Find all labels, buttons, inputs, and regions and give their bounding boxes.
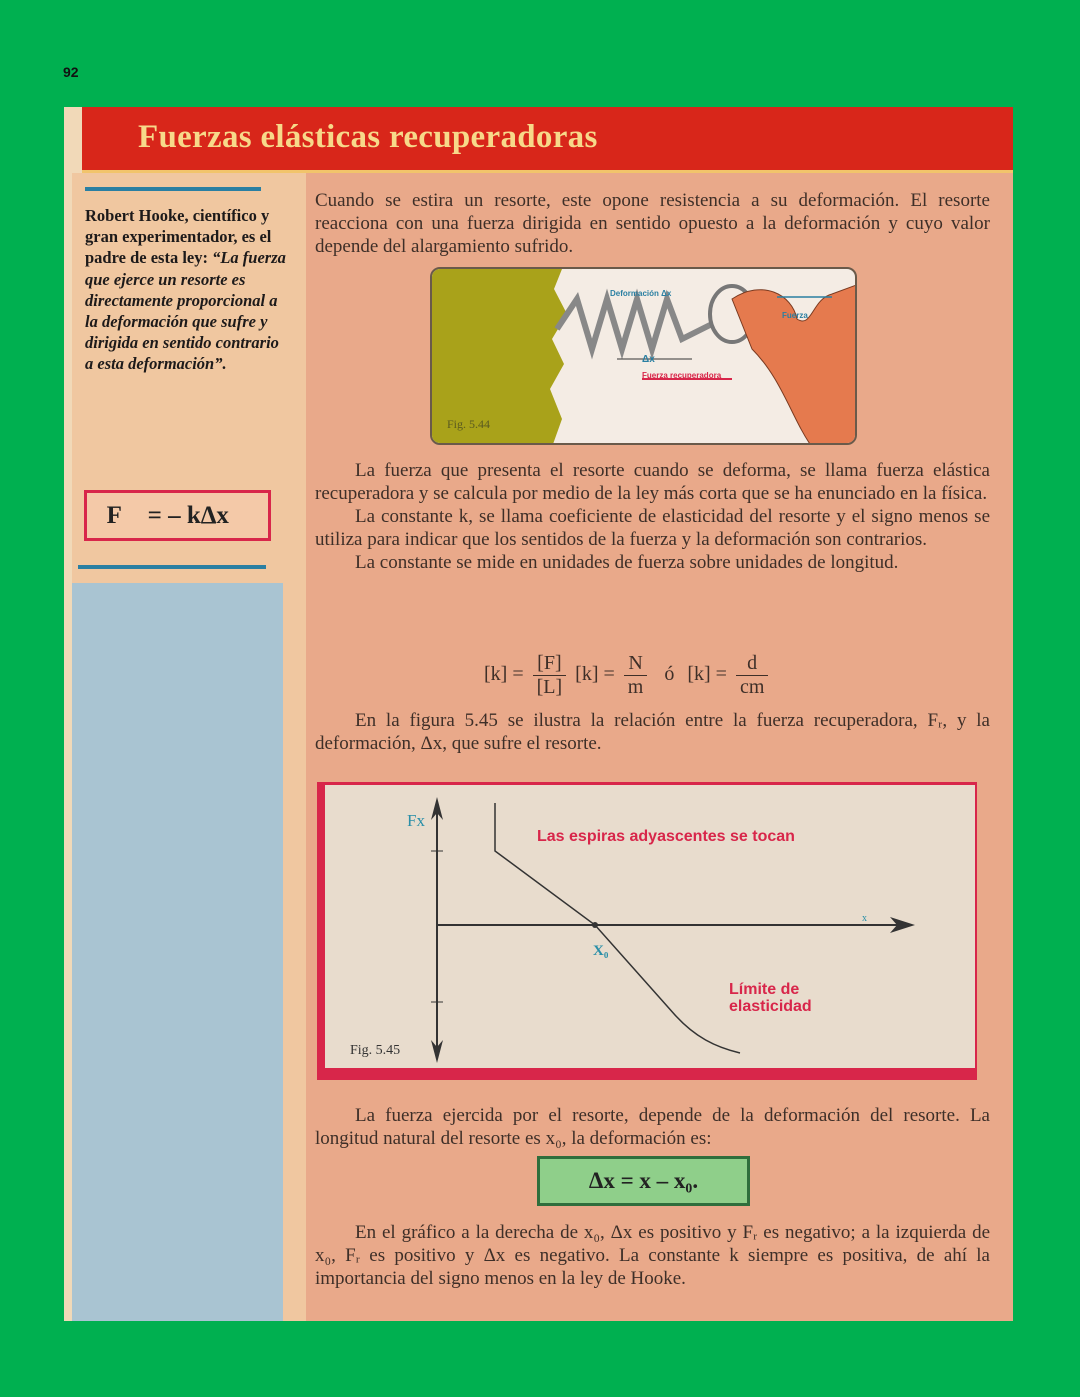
numerator: d	[736, 652, 768, 676]
or-text: ó	[664, 663, 675, 686]
figure-spring-arm	[430, 267, 857, 445]
x0-label: X₀	[593, 943, 609, 959]
k-label: [k] =	[687, 663, 727, 686]
figure-caption: Fig. 5.44	[447, 417, 491, 431]
paragraph	[315, 189, 990, 258]
k-label: [k] =	[484, 663, 524, 686]
elastic-limit-label	[729, 981, 812, 1015]
paragraph-text: Cuando se estira un resorte, este opone resistencia a su deformación. El resorte reacciona con una fuerza dirigida en sentido opuesto a la deformación y cuyo valor depende del alargamiento sufrido.	[315, 190, 990, 257]
paragraph	[315, 1221, 990, 1290]
title-banner	[82, 107, 1013, 173]
paragraph-text: La constante se mide en unidades de fuerza sobre unidades de longitud.	[355, 552, 899, 573]
numerator: [F]	[533, 652, 567, 676]
paragraph-text: La fuerza que presenta el resorte cuando se deforma, se llama fuerza elástica recuperadora y se calcula por medio de la ley más corta que se ha enunciado en la física.	[315, 460, 990, 504]
paragraph	[315, 459, 990, 574]
divider	[78, 565, 266, 569]
units-formula	[484, 652, 772, 699]
numerator: N	[624, 652, 648, 676]
paragraph-text: La fuerza ejercida por el resorte, depende de la deformación del resorte. La longitud natural del resorte es x₀, la deformación es:	[315, 1105, 990, 1149]
figure-force-graph	[317, 782, 977, 1080]
figure-caption: Fig. 5.45	[350, 1043, 401, 1058]
page-title: Fuerzas elásticas recuperadoras	[138, 119, 598, 155]
denominator: [L]	[536, 676, 563, 698]
elastic-limit-line1: Límite de	[729, 981, 800, 998]
paragraph	[315, 1104, 990, 1150]
textbook-page	[64, 107, 1013, 1321]
denominator: m	[627, 676, 644, 698]
denominator: cm	[739, 676, 765, 698]
sidebar-intro: Robert Hooke, científico y gran experimentador, es el padre de esta ley:	[85, 206, 272, 268]
deformation-formula: Δx = x – x₀.	[537, 1156, 750, 1206]
paragraph-text: En el gráfico a la derecha de x₀, Δx es positivo y Fᵣ es negativo; a la izquierda de x₀, Fᵣ es positivo y Δx es negativo. La constante k siempre es positiva, de ahí la importancia del signo menos en la ley de Hooke.	[315, 1222, 990, 1289]
hooke-law-formula: F⃗ = – kΔx⃗	[84, 490, 271, 541]
y-axis-label: Fx	[407, 811, 425, 830]
sidebar-blue-panel	[72, 583, 283, 1321]
dx-label: Δx	[642, 354, 655, 365]
sidebar-note	[85, 205, 290, 375]
paragraph-text: En la figura 5.45 se ilustra la relación entre la fuerza recuperadora, Fᵣ, y la deformación, Δx, que sufre el resorte.	[315, 710, 990, 754]
k-label: [k] =	[575, 663, 615, 686]
paragraph-text: La constante k, se llama coeficiente de elasticidad del resorte y el signo menos se utiliza para indicar que los sentidos de la fuerza y la deformación son contrarios.	[315, 506, 990, 550]
elastic-limit-line2: elasticidad	[729, 998, 812, 1015]
divider	[85, 187, 261, 191]
deformation-label: Deformación Δx	[610, 289, 672, 298]
x-axis-label: x	[862, 913, 867, 924]
restoring-force-label: Fuerza recuperadora	[642, 371, 722, 380]
coils-touch-label: Las espiras adyascentes se tocan	[537, 828, 795, 845]
hooke-quote: “La fuerza que ejerce un resorte es directamente proporcional a la deformación que sufre y dirigida en sentido contrario a esta deformación”.	[85, 248, 286, 374]
paragraph	[315, 709, 990, 755]
page-number: 92	[63, 64, 79, 80]
force-label: Fuerza	[782, 311, 808, 320]
